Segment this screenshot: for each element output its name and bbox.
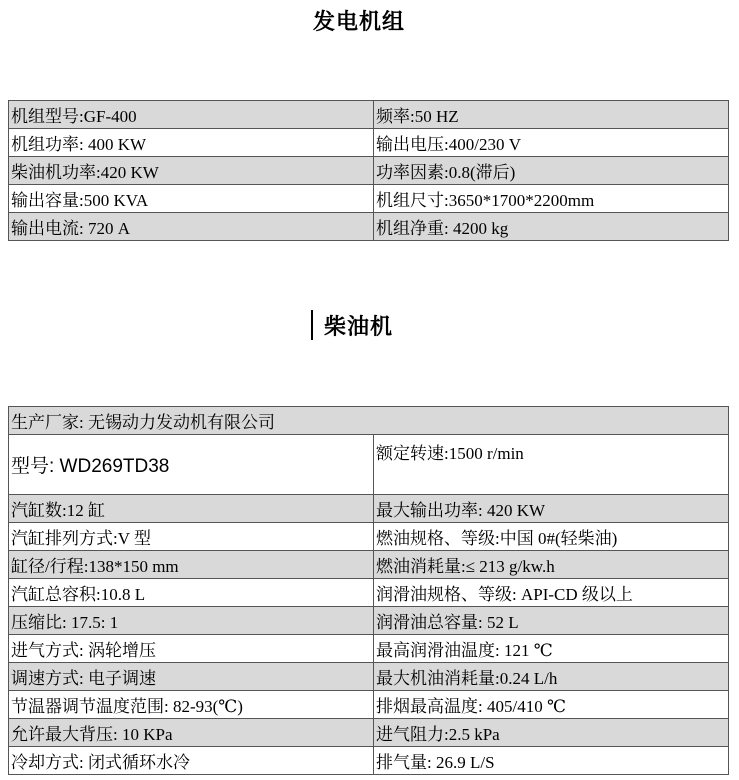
table-row <box>9 635 729 663</box>
spec-cell: 允许最大背压: 10 KPa <box>9 719 374 747</box>
spec-cell: 输出容量:500 KVA <box>9 185 374 213</box>
spec-cell: 进气方式: 涡轮增压 <box>9 635 374 663</box>
engine-spec-table <box>8 406 729 775</box>
spec-cell: 最大输出功率: 420 KW <box>374 495 729 523</box>
model-cell: 型号: WD269TD38 <box>9 435 374 495</box>
spec-cell: 缸径/行程:138*150 mm <box>9 551 374 579</box>
table-row <box>9 747 729 775</box>
spec-cell: 汽缸排列方式:V 型 <box>9 523 374 551</box>
rated-speed-cell: 额定转速:1500 r/min <box>374 435 729 495</box>
spec-cell: 机组型号:GF-400 <box>9 101 374 129</box>
table-row <box>9 435 729 495</box>
spec-cell: 润滑油规格、等级: API-CD 级以上 <box>374 579 729 607</box>
spec-cell: 冷却方式: 闭式循环水冷 <box>9 747 374 775</box>
table-row <box>9 157 729 185</box>
spec-cell: 燃油消耗量:≤ 213 g/kw.h <box>374 551 729 579</box>
spec-cell: 排烟最高温度: 405/410 ℃ <box>374 691 729 719</box>
spec-cell: 机组尺寸:3650*1700*2200mm <box>374 185 729 213</box>
table-row <box>9 185 729 213</box>
table-row <box>9 607 729 635</box>
table-row <box>9 129 729 157</box>
table-row <box>9 523 729 551</box>
spec-cell: 润滑油总容量: 52 L <box>374 607 729 635</box>
table-row <box>9 719 729 747</box>
table-row <box>9 691 729 719</box>
spec-cell: 输出电压:400/230 V <box>374 129 729 157</box>
table-row <box>9 551 729 579</box>
spec-cell: 汽缸数:12 缸 <box>9 495 374 523</box>
spec-cell: 柴油机功率:420 KW <box>9 157 374 185</box>
table-row <box>9 579 729 607</box>
spec-cell: 输出电流: 720 A <box>9 213 374 241</box>
spec-cell: 燃油规格、等级:中国 0#(轻柴油) <box>374 523 729 551</box>
spec-cell: 进气阻力:2.5 kPa <box>374 719 729 747</box>
spec-cell: 功率因素:0.8(滞后) <box>374 157 729 185</box>
spec-cell: 压缩比: 17.5: 1 <box>9 607 374 635</box>
spec-cell: 节温器调节温度范围: 82-93(℃) <box>9 691 374 719</box>
spec-cell: 汽缸总容积:10.8 L <box>9 579 374 607</box>
diesel-engine-title: 柴油机 <box>324 313 394 339</box>
spec-cell: 机组功率: 400 KW <box>9 129 374 157</box>
generator-spec-table <box>8 100 729 241</box>
table-row <box>9 101 729 129</box>
table-row <box>9 495 729 523</box>
spec-cell: 最高润滑油温度: 121 ℃ <box>374 635 729 663</box>
spec-cell: 最大机油消耗量:0.24 L/h <box>374 663 729 691</box>
heading-bar <box>311 310 313 340</box>
generator-set-title: 发电机组 <box>313 9 406 34</box>
spec-cell: 频率:50 HZ <box>374 101 729 129</box>
diesel-engine-heading <box>311 310 393 340</box>
table-row <box>9 407 729 435</box>
manufacturer-cell: 生产厂家: 无锡动力发动机有限公司 <box>9 407 729 435</box>
table-row <box>9 663 729 691</box>
spec-cell: 机组净重: 4200 kg <box>374 213 729 241</box>
spec-cell: 调速方式: 电子调速 <box>9 663 374 691</box>
spec-cell: 排气量: 26.9 L/S <box>374 747 729 775</box>
table-row <box>9 213 729 241</box>
